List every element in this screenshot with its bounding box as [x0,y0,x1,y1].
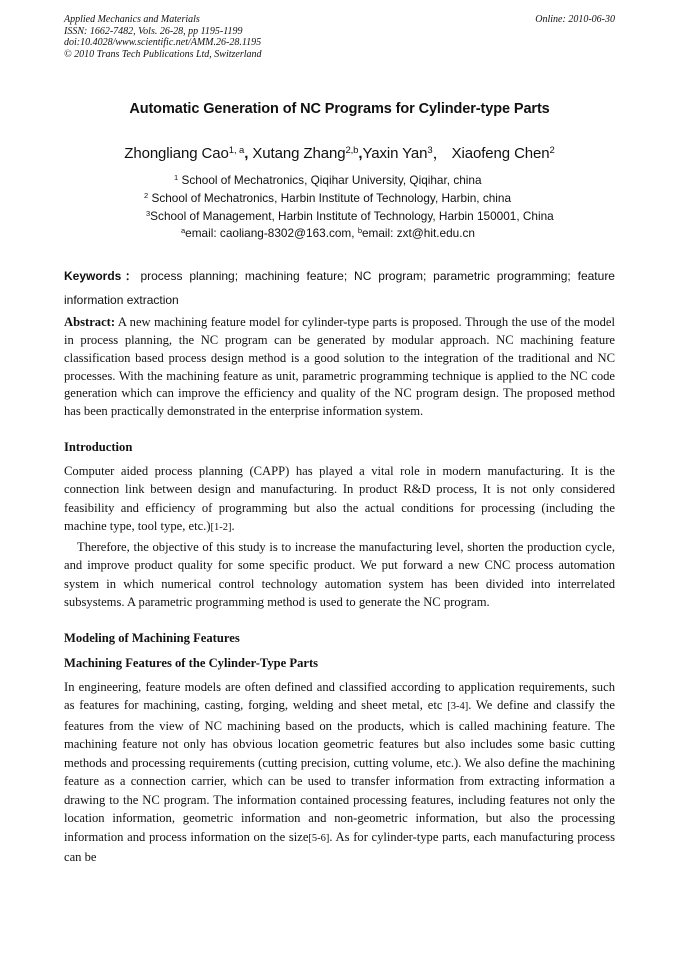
section-heading-modeling: Modeling of Machining Features [64,630,240,645]
affiliation-2 [64,190,615,208]
email-text-b: email: zxt@hit.edu.cn [361,226,475,241]
author-name: Xutang Zhang [252,145,346,162]
keywords [64,264,615,312]
modeling-text-c: . As for cylinder-type parts, each manufacturing process can be [64,829,615,865]
intro-p1-end: . [231,519,235,534]
abstract-text: A new machining feature model for cylinder-type parts is proposed. Through the use of the model in process planning, the NC program can be generated by modular approach. NC machining feature classification based process design method is a good solution to the integration of the traditional and NC processes. With the machining feature as unit, parametric programming technique is applied to the NC code generation which can improve the efficiency and quality of the NC program design. The proposed method has been practically demonstrated in the enterprise information system. [64,315,615,419]
abstract [64,314,615,421]
abstract-label: Abstract: [64,315,116,330]
author-list [64,142,615,163]
author-affil-sup: 1, a [228,145,245,156]
intro-paragraph-2: Therefore, the objective of this study is to increase the manufacturing level, shorten the production cycle, and improve product quality for some specific product. We put forward a new CNC process automation system in which numerical control technology automation system has been divided into interrelated subsystems. A parametric programming method is used to generate the NC program. [64,539,615,610]
affiliation-text: School of Mechatronics, Qiqihar University, Qiqihar, china [181,173,482,187]
email-line [64,225,615,243]
citation: [5-6] [308,832,330,844]
author-separator: , [244,145,249,162]
affiliation-3 [64,208,615,226]
paper-title: Automatic Generation of NC Programs for Cylinder-type Parts [129,101,550,117]
modeling-text-a: In engineering, feature models are often defined and classified according to application requirements, such as features for machining, casting, forging, welding and sheet metal, etc [64,679,615,713]
paper-page [64,14,615,867]
keywords-label: Keywords： [64,269,141,284]
affiliation-1 [64,172,615,190]
issn-line: ISSN: 1662-7482, Vols. 26-28, pp 1195-1199 [64,25,243,37]
affiliation-sup: 2 [144,190,149,200]
keywords-text: process planning; machining feature; NC program; parametric programming; feature information extraction [64,269,615,308]
online-date: Online: 2010-06-30 [535,14,615,25]
section-heading-introduction: Introduction [64,439,133,454]
author-name: Xiaofeng Chen [451,145,550,162]
author-separator: ， [432,145,448,162]
author-affil-sup: 2,b [345,145,359,156]
affiliation-sup: 1 [174,173,179,182]
citation: [3-4] [447,701,469,713]
affiliations [64,172,615,243]
email-sup: a [181,226,186,236]
modeling-text-b: . We define and classify the features from the view of NC machining based on the products, which is called machining feature. The machining feature not only has obvious location geometric features but also includes some basic cutting methods and processing requirements (cutting precision, cutting volume, etc.). We also define the machining feature as a connection carrier, which can be used to transfer information from extracting information a drawing to the NC program. The information contained processing features, including features not only the location information, geometric information and non-geometric information, but also the processing information and process information on the size [64,698,616,844]
doi-line: doi:10.4028/www.scientific.net/AMM.26-28.1195 [64,37,262,48]
author-separator: , [358,145,363,162]
affiliation-sup: 3 [146,208,151,218]
subsection-heading: Machining Features of the Cylinder-Type Parts [64,655,319,670]
affiliation-text: School of Mechatronics, Harbin Institute of Technology, Harbin, china [151,190,512,205]
intro-paragraph-1 [64,462,615,538]
email-text-a: email: caoliang-8302@163.com, [185,226,358,241]
email-sup: b [357,226,362,236]
citation: [1-2] [210,522,232,534]
author-name: Yaxin Yan [362,145,428,162]
journal-header [64,14,615,60]
journal-name: Applied Mechanics and Materials [64,14,200,25]
author-name: Zhongliang Cao [124,145,229,162]
author-affil-sup: 3 [427,145,433,156]
author-affil-sup: 2 [549,145,555,156]
modeling-paragraph-1 [64,678,615,867]
intro-p1-text: Computer aided process planning (CAPP) has played a vital role in modern manufacturing. It is the connection link between design and manufacturing. In product R&D process, It is not only considered feasibility and efficiency of programming but also the actual conditions for processing (including the machine type, tool type, etc.) [64,463,615,534]
affiliation-text: School of Management, Harbin Institute of Technology, Harbin 150001, China [150,208,554,223]
copyright-line: © 2010 Trans Tech Publications Ltd, Switzerland [64,48,262,60]
